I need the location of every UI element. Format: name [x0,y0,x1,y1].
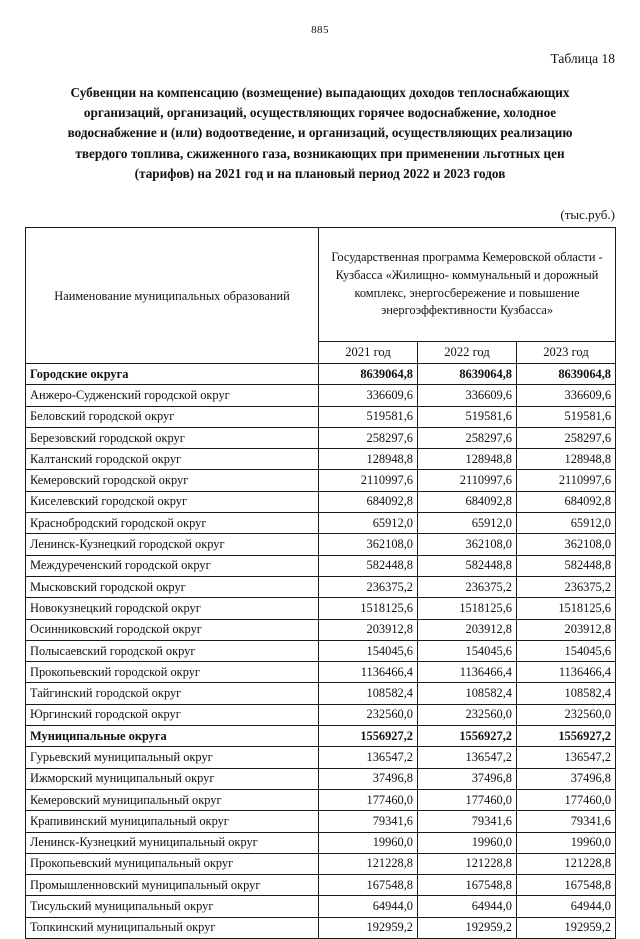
value-2022: 154045,6 [418,640,517,661]
table-row [26,576,616,597]
value-2023: 128948,8 [517,449,616,470]
value-2021: 167548,8 [319,875,418,896]
municipality-name: Мысковский городской округ [26,576,319,597]
value-2023: 203912,8 [517,619,616,640]
value-2022: 336609,6 [418,385,517,406]
table-row [26,875,616,896]
value-2022: 65912,0 [418,513,517,534]
value-2023: 1518125,6 [517,598,616,619]
value-2022: 1556927,2 [418,726,517,747]
value-2023: 64944,0 [517,896,616,917]
value-2021: 1556927,2 [319,726,418,747]
value-2022: 1136466,4 [418,662,517,683]
value-2021: 582448,8 [319,555,418,576]
table-row [26,768,616,789]
municipality-name: Междуреченский городской округ [26,555,319,576]
municipality-name: Прокопьевский городской округ [26,662,319,683]
value-2022: 108582,4 [418,683,517,704]
value-2023: 8639064,8 [517,364,616,385]
program-line-1: Государственная программа Кемеровской [331,250,551,265]
value-2021: 362108,0 [319,534,418,555]
municipality-name: Беловский городской округ [26,406,319,427]
units-note: (тыс.руб.) [560,207,615,222]
value-2022: 167548,8 [418,875,517,896]
title-line-2: организаций, организаций, осуществляющих горячее водоснабжение, холодное [83,105,557,121]
header-row-titles [26,228,616,342]
municipality-name: Осинниковский городской округ [26,619,319,640]
value-2022: 37496,8 [418,768,517,789]
table-row [26,917,616,938]
municipality-name: Прокопьевский муниципальный округ [26,853,319,874]
value-2023: 1136466,4 [517,662,616,683]
municipality-name: Кемеровский муниципальный округ [26,789,319,810]
value-2021: 1518125,6 [319,598,418,619]
table-row [26,704,616,725]
value-2022: 582448,8 [418,555,517,576]
budget-table-container [25,227,615,939]
program-line-3: коммунальный и дорожный комплекс, [354,267,599,300]
value-2022: 362108,0 [418,534,517,555]
municipality-name: Гурьевский муниципальный округ [26,747,319,768]
value-2023: 121228,8 [517,853,616,874]
value-2021: 154045,6 [319,640,418,661]
value-2021: 136547,2 [319,747,418,768]
municipality-name: Калтанский городской округ [26,449,319,470]
table-header [26,228,616,364]
value-2023: 37496,8 [517,768,616,789]
header-year-2022: 2022 год [418,342,517,364]
value-2021: 65912,0 [319,513,418,534]
municipality-name: Кемеровский городской округ [26,470,319,491]
table-row [26,534,616,555]
value-2022: 79341,6 [418,811,517,832]
value-2021: 258297,6 [319,427,418,448]
value-2022: 519581,6 [418,406,517,427]
municipality-name: Тайгинский городской округ [26,683,319,704]
value-2022: 177460,0 [418,789,517,810]
value-2021: 79341,6 [319,811,418,832]
value-2022: 192959,2 [418,917,517,938]
value-2021: 64944,0 [319,896,418,917]
value-2023: 65912,0 [517,513,616,534]
table-row [26,811,616,832]
municipality-name: Промышленновский муниципальный округ [26,875,319,896]
value-2021: 1136466,4 [319,662,418,683]
value-2023: 1556927,2 [517,726,616,747]
value-2022: 136547,2 [418,747,517,768]
value-2023: 136547,2 [517,747,616,768]
table-row [26,555,616,576]
municipality-name: Анжеро-Судженский городской округ [26,385,319,406]
value-2022: 19960,0 [418,832,517,853]
value-2021: 519581,6 [319,406,418,427]
value-2022: 128948,8 [418,449,517,470]
municipality-name: Городские округа [26,364,319,385]
program-line-5: энергоэффективности Кузбасса» [380,303,554,318]
title-line-4: твердого топлива, сжиженного газа, возникающих при применении льготных цен [75,145,565,161]
municipality-name: Полысаевский городской округ [26,640,319,661]
value-2023: 582448,8 [517,555,616,576]
header-state-program [319,228,616,342]
program-line-4: энергосбережение и повышение [409,285,580,300]
value-2023: 19960,0 [517,832,616,853]
municipality-name: Топкинский муниципальный округ [26,917,319,938]
value-2023: 258297,6 [517,427,616,448]
value-2023: 177460,0 [517,789,616,810]
value-2022: 1518125,6 [418,598,517,619]
value-2021: 236375,2 [319,576,418,597]
table-row [26,747,616,768]
municipality-name: Киселевский городской округ [26,491,319,512]
municipality-name: Березовский городской округ [26,427,319,448]
value-2021: 192959,2 [319,917,418,938]
municipality-name: Тисульский муниципальный округ [26,896,319,917]
value-2022: 203912,8 [418,619,517,640]
table-row [26,789,616,810]
value-2022: 2110997,6 [418,470,517,491]
title-line-5: (тарифов) на 2021 год и на плановый период 2022 и 2023 годов [134,165,506,181]
table-group-row [26,726,616,747]
value-2023: 362108,0 [517,534,616,555]
table-row [26,491,616,512]
value-2023: 108582,4 [517,683,616,704]
value-2023: 167548,8 [517,875,616,896]
budget-table [25,227,616,939]
municipality-name: Новокузнецкий городской округ [26,598,319,619]
table-row [26,619,616,640]
municipality-name: Муниципальные округа [26,726,319,747]
value-2021: 121228,8 [319,853,418,874]
municipality-name: Краснобродский городской округ [26,513,319,534]
value-2022: 8639064,8 [418,364,517,385]
value-2022: 64944,0 [418,896,517,917]
table-row [26,853,616,874]
value-2021: 336609,6 [319,385,418,406]
page-number: 885 [311,24,329,36]
title-line-3: водоснабжение и (или) водоотведение, и организаций, осуществляющих реализацию [67,125,573,141]
municipality-name: Юргинский городской округ [26,704,319,725]
value-2021: 177460,0 [319,789,418,810]
value-2022: 236375,2 [418,576,517,597]
table-body [26,364,616,939]
value-2021: 684092,8 [319,491,418,512]
value-2023: 236375,2 [517,576,616,597]
value-2023: 79341,6 [517,811,616,832]
table-row [26,449,616,470]
value-2021: 108582,4 [319,683,418,704]
value-2023: 336609,6 [517,385,616,406]
value-2021: 232560,0 [319,704,418,725]
table-row [26,662,616,683]
value-2022: 232560,0 [418,704,517,725]
value-2023: 232560,0 [517,704,616,725]
table-row [26,513,616,534]
value-2023: 2110997,6 [517,470,616,491]
municipality-name: Ленинск-Кузнецкий городской округ [26,534,319,555]
value-2021: 203912,8 [319,619,418,640]
value-2023: 519581,6 [517,406,616,427]
title-line-1: Субвенции на компенсацию (возмещение) выпадающих доходов теплоснабжающих [70,85,570,100]
municipality-name: Ижморский муниципальный округ [26,768,319,789]
value-2022: 121228,8 [418,853,517,874]
table-row [26,896,616,917]
document-title [28,83,612,184]
header-year-2021: 2021 год [319,342,418,364]
value-2023: 154045,6 [517,640,616,661]
municipality-name: Крапивинский муниципальный округ [26,811,319,832]
table-row [26,470,616,491]
table-row [26,406,616,427]
value-2022: 258297,6 [418,427,517,448]
table-row [26,598,616,619]
table-row [26,640,616,661]
table-row [26,832,616,853]
table-label: Таблица 18 [550,51,615,66]
value-2021: 2110997,6 [319,470,418,491]
header-municipality-name: Наименование муниципальных образований [26,228,319,364]
value-2021: 8639064,8 [319,364,418,385]
value-2023: 684092,8 [517,491,616,512]
value-2022: 684092,8 [418,491,517,512]
value-2021: 37496,8 [319,768,418,789]
table-group-row [26,364,616,385]
table-row [26,427,616,448]
value-2021: 19960,0 [319,832,418,853]
value-2023: 192959,2 [517,917,616,938]
municipality-name: Ленинск-Кузнецкий муниципальный округ [26,832,319,853]
table-row [26,683,616,704]
value-2021: 128948,8 [319,449,418,470]
header-year-2023: 2023 год [517,342,616,364]
program-line-2: области - Кузбасса «Жилищно- [335,250,603,282]
table-row [26,385,616,406]
